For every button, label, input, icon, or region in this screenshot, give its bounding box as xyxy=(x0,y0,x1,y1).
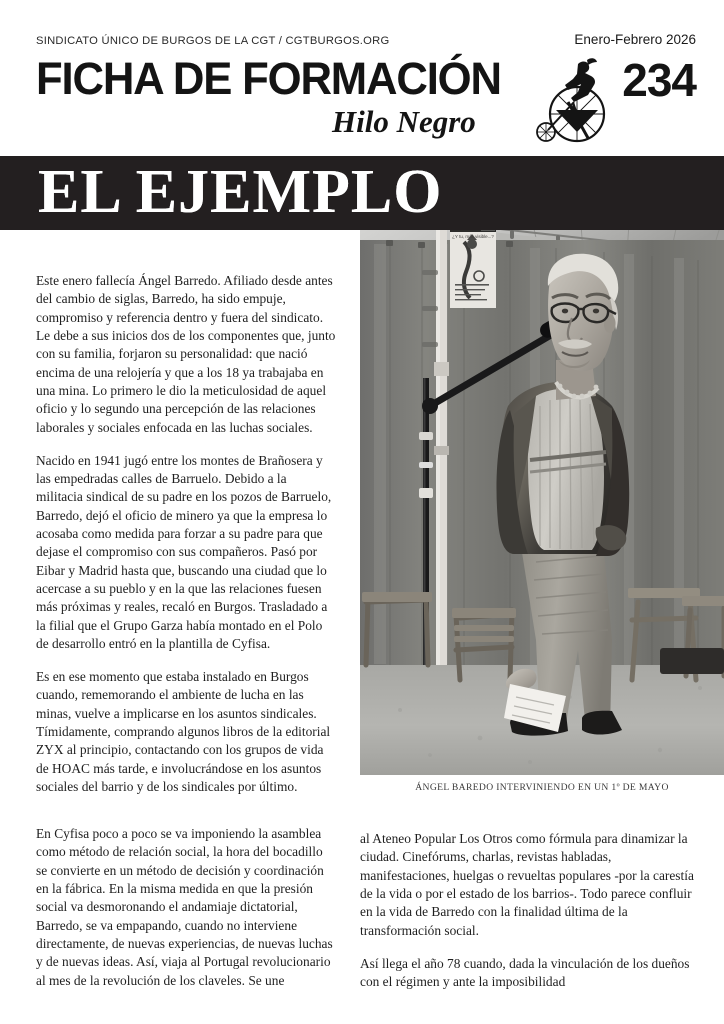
paragraph: Nacido en 1941 jugó entre los montes de Brañosera y las empedradas calles de Barruelo. Debido a la militacia sindical de su padre en los pozos de Barruelo, Barredo, dejó el oficio de minero ya que la empresa lo acosaba como medida para forzar a su padre para que dejase el compromiso con sus compañeros. Pasó por Eibar y Madrid hasta que, buscando una ciudad que lo acercase a su pueblo y en la que las relaciones fuesen más próximas y reales, recaló en Burgos. Trasladado a la filial que el Grupo Garza había montado en el Polo de desarrollo entró en la plantilla de Cyfisa. xyxy=(36,452,332,652)
paragraph: Este enero fallecía Ángel Barredo. Afiliado desde antes del cambio de siglas, Barredo, ha sido empuje, compromiso y referencia dentro y fuera del sindicato. Le debe a sus inicios dos de los componentes que, junto con su familia, forjaron su personalidad: que nació encima de una relojería y que a los 18 ya trabajaba en una mina. Lo primero le dio la meticulosidad de aquel oficio y lo segundo una percepción de las relaciones laborales y sociales enfocada en las luchas sociales. xyxy=(36,273,336,435)
paragraph: Así llega el año 78 cuando, dada la vinculación de los dueños con el régimen y ante la imposibilidad xyxy=(360,955,690,989)
masthead-title-block xyxy=(36,53,696,146)
paragraph: al Ateneo Popular Los Otros como fórmula para dinamizar la ciudad. Cinefórums, charlas, revistas habladas, manifestaciones, huelgas o revueltas populares -por la carestía de la vida o por el estado de los barrios-. Todo parece confluir en la vida de Barredo con la finalidad última de la transformación social. xyxy=(360,831,694,938)
svg-text:¿Y tu, más visible...?: ¿Y tu, más visible...? xyxy=(452,234,494,239)
penny-farthing-bicycle-logo xyxy=(530,54,608,146)
paragraph: En Cyfisa poco a poco se va imponiendo la asamblea como método de relación social, la hora del bocadillo se convierte en un método de decisión y coordinación en la fábrica. En la misma medida en que la presión social va desmoronando el andamiaje dictatorial, Barredo, se va empapando, cuando no interviene directamente, de nuevas experiencias, de nuevas luchas y de nuevas ideas. Así, viaja al Portugal revolucionario al mes de la revolución de los claveles. Se une xyxy=(36,826,333,988)
article-column-right-lower xyxy=(360,830,696,991)
paragraph: Es en ese momento que estaba instalado en Burgos cuando, rememorando el ambiente de lucha en las minas, vuelve a implicarse en los asuntos sindicales. Tímidamente, comprando algunos libros de la editorial ZYX al principio, contactando con los grupos de vida de HOAC más tarde, e involucrándose en los asuntos sociales del barrio y de los sindicales por último. xyxy=(36,668,331,794)
article-column-left-lower xyxy=(36,825,336,990)
headline-banner xyxy=(0,156,724,230)
article-column-left xyxy=(36,272,336,796)
publication-subtitle: Hilo Negro xyxy=(332,104,476,139)
publisher-kicker: SINDICATO ÚNICO DE BURGOS DE LA CGT / CGTBURGOS.ORG xyxy=(36,35,390,47)
photo-caption: ÁNGEL BAREDO INTERVINIENDO EN UN 1º DE MAYO xyxy=(415,782,669,793)
headline-title: EL EJEMPLO xyxy=(38,157,443,226)
issue-date: Enero-Febrero 2026 xyxy=(574,32,696,47)
masthead xyxy=(0,0,724,156)
article-photo xyxy=(360,210,724,775)
page-title: FICHA DE FORMACIÓN xyxy=(36,53,501,104)
masthead-top-row xyxy=(36,32,696,47)
issue-number: 234 xyxy=(622,54,696,106)
